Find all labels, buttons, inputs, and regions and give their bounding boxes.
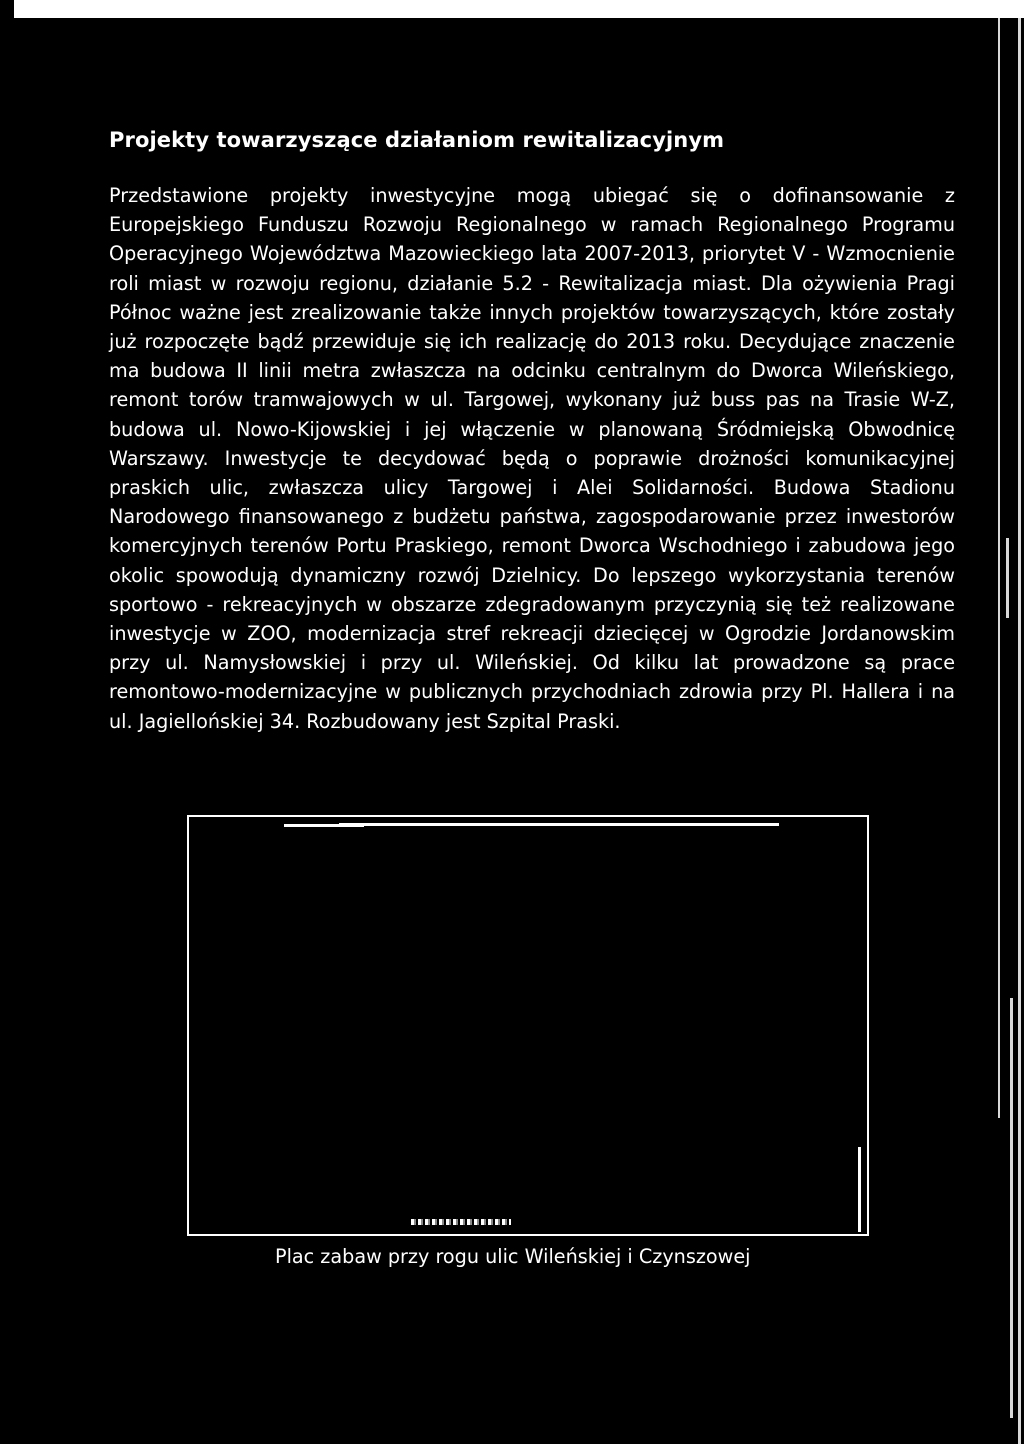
scan-top-border bbox=[0, 0, 1024, 18]
scan-right-edge bbox=[984, 18, 1024, 1444]
photo-detail-line bbox=[858, 1147, 861, 1232]
photo-caption: Plac zabaw przy rogu ulic Wileńskiej i Czynszowej bbox=[275, 1245, 751, 1268]
photo-placeholder bbox=[187, 815, 869, 1236]
body-paragraph: Przedstawione projekty inwestycyjne mogą ubiegać się o dofinansowanie z Europejskiego Funduszu Rozwoju Regionalnego w ramach Regionalnego Programu Operacyjnego Województwa Mazowieckiego lata 2007-2013, priorytet V - Wzmocnienie roli miast w rozwoju regionu, działanie 5.2 - Rewitalizacja miast. Dla ożywienia Pragi Północ ważne jest zrealizowanie także innych projektów towarzyszących, które zostały już rozpoczęte bądź przewiduje się ich realizację do 2013 roku. Decydujące znaczenie ma budowa II linii metra zwłaszcza na odcinku centralnym do Dworca Wileńskiego, remont torów tramwajowych w ul. Targowej, wykonany już buss pas na Trasie W-Z, budowa ul. Nowo-Kijowskiej i jej włączenie w planowaną Śródmiejską Obwodnicę Warszawy. Inwestycje te decydować będą o poprawie drożności komunikacyjnej praskich ulic, zwłaszcza ulicy Targowej i Alei Solidarności. Budowa Stadionu Narodowego finansowanego z budżetu państwa, zagospodarowanie przez inwestorów komercyjnych terenów Portu Praskiego, remont Dworca Wschodniego i zabudowa jego okolic spowodują dynamiczny rozwój Dzielnicy. Do lepszego wykorzystania terenów sportowo - rekreacyjnych w obszarze zdegradowanym przyczynią się też realizowane inwestycje w ZOO, modernizacja stref rekreacji dziecięcej w Ogrodzie Jordanowskim przy ul. Namysłowskiej i przy ul. Wileńskiej. Od kilku lat prowadzone są prace remontowo-modernizacyjne w publicznych przychodniach zdrowia przy Pl. Hallera i na ul. Jagiellońskiej 34. Rozbudowany jest Szpital Praski. bbox=[109, 184, 955, 733]
photo-detail-noise bbox=[411, 1219, 511, 1225]
scan-corner-mark bbox=[0, 0, 14, 18]
section-heading: Projekty towarzyszące działaniom rewitalizacyjnym bbox=[109, 128, 725, 152]
photo-detail-line bbox=[339, 823, 779, 826]
